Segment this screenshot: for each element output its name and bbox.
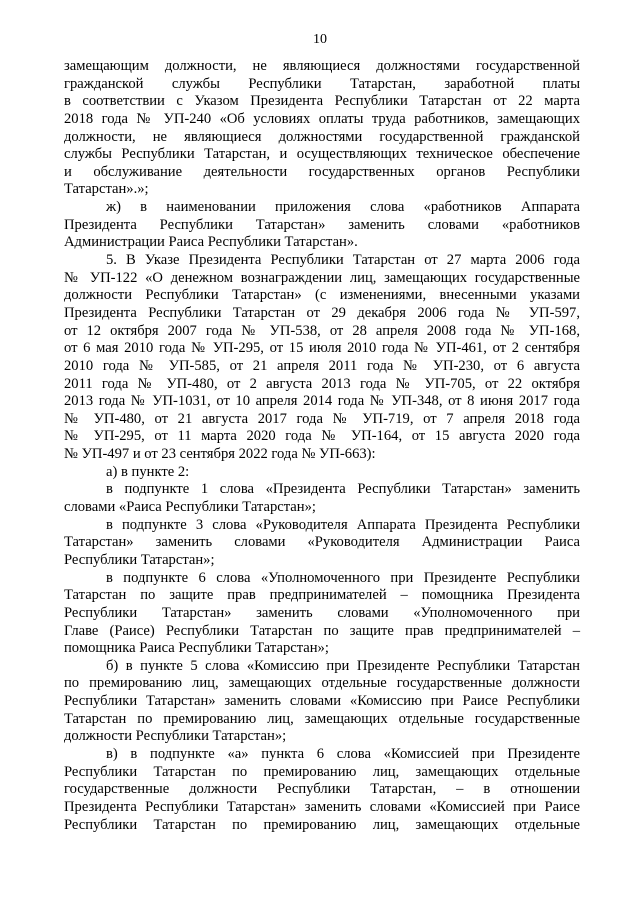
text-line: Администрации Раиса Республики Татарстан». <box>64 234 358 251</box>
text-line: Главе (Раисе) Республики Татарстан по защите прав предпринимателей – <box>64 622 580 639</box>
text-line: помощника Раиса Республики Татарстан»; <box>64 640 329 657</box>
text-line: Президента Республики Татарстан» заменить словами «Комиссией при Раисе <box>64 798 580 815</box>
text-line: по премированию лиц, замещающих отдельные государственные должности <box>64 675 580 692</box>
text-line: Татарстан».»; <box>64 181 149 198</box>
text-line: и обслуживание деятельности государственных органов Республики <box>64 163 580 180</box>
text-line: должности Республики Татарстан» (с изменениями, внесенными указами <box>64 287 580 304</box>
text-line: № УП-122 «О денежном вознаграждении лиц, замещающих государственные <box>64 269 580 286</box>
page-number: 10 <box>313 32 327 47</box>
text-line: № УП-497 и от 23 сентября 2022 года № УП-663): <box>64 446 376 463</box>
text-line: службы Республики Татарстан, и осуществляющих техническое обеспечение <box>64 146 580 163</box>
text-line: Татарстан» заменить словами «Руководителя Администрации Раиса <box>64 534 580 551</box>
text-line: должности, не являющиеся должностями государственной гражданской <box>64 128 580 145</box>
text-line: государственные должности Республики Татарстан, – в отношении <box>64 781 580 798</box>
text-line: 2018 года № УП-240 «Об условиях оплаты труда работников, замещающих <box>64 110 580 127</box>
text-line: 2011 года № УП-480, от 2 августа 2013 года № УП-705, от 22 октября <box>64 375 580 392</box>
text-line: ж) в наименовании приложения слова «работников Аппарата <box>106 199 580 216</box>
text-line: Республики Татарстан» заменить словами «Комиссию при Раисе Республики <box>64 693 580 710</box>
text-line: а) в пункте 2: <box>106 463 190 480</box>
text-line: должности Республики Татарстан»; <box>64 728 287 745</box>
text-line: в подпункте 1 слова «Президента Республики Татарстан» заменить <box>106 481 580 498</box>
text-line: замещающим должности, не являющиеся должностями государственной <box>64 58 580 74</box>
text-line: 5. В Указе Президента Республики Татарстан от 27 марта 2006 года <box>106 252 580 269</box>
text-line: № УП-295, от 11 марта 2020 года № УП-164, от 15 августа 2020 года <box>64 428 580 445</box>
document-body <box>64 58 580 834</box>
text-line: в) в подпункте «а» пункта 6 слова «Комиссией при Президенте <box>106 745 580 762</box>
text-line: Республики Татарстан по премированию лиц, замещающих отдельные <box>64 816 580 833</box>
text-line: в подпункте 3 слова «Руководителя Аппарата Президента Республики <box>106 516 580 533</box>
text-line: от 12 октября 2007 года № УП-538, от 28 апреля 2008 года № УП-168, <box>64 322 580 339</box>
text-line: в подпункте 6 слова «Уполномоченного при Президенте Республики <box>106 569 580 586</box>
text-line: Республики Татарстан» заменить словами «Уполномоченного при <box>64 604 580 621</box>
text-line: словами «Раиса Республики Татарстан»; <box>64 499 316 516</box>
text-line: 2013 года № УП-1031, от 10 апреля 2014 года № УП-348, от 8 июня 2017 года <box>64 393 580 410</box>
text-line: Республики Татарстан по премированию лиц, замещающих отдельные <box>64 763 580 780</box>
text-line: Татарстан по премированию лиц, замещающих отдельные государственные <box>64 710 580 727</box>
text-line: Татарстан по защите прав предпринимателей – помощника Президента <box>64 587 580 604</box>
text-line: гражданской службы Республики Татарстан, заработной платы <box>64 75 580 92</box>
text-line: в соответствии с Указом Президента Республики Татарстан от 22 марта <box>64 93 580 110</box>
text-line: Президента Республики Татарстан от 29 декабря 2006 года № УП-597, <box>64 304 580 321</box>
text-line: б) в пункте 5 слова «Комиссию при Президенте Республики Татарстан <box>106 657 580 674</box>
text-line: Президента Республики Татарстан» заменить словами «работников <box>64 216 580 233</box>
text-line: № УП-480, от 21 августа 2017 года № УП-719, от 7 апреля 2018 года <box>64 410 580 427</box>
text-line: от 6 мая 2010 года № УП-295, от 15 июля 2010 года № УП-461, от 2 сентября <box>64 340 580 357</box>
text-line: Республики Татарстан»; <box>64 551 215 568</box>
text-line: 2010 года № УП-585, от 21 апреля 2011 года № УП-230, от 6 августа <box>64 357 580 374</box>
